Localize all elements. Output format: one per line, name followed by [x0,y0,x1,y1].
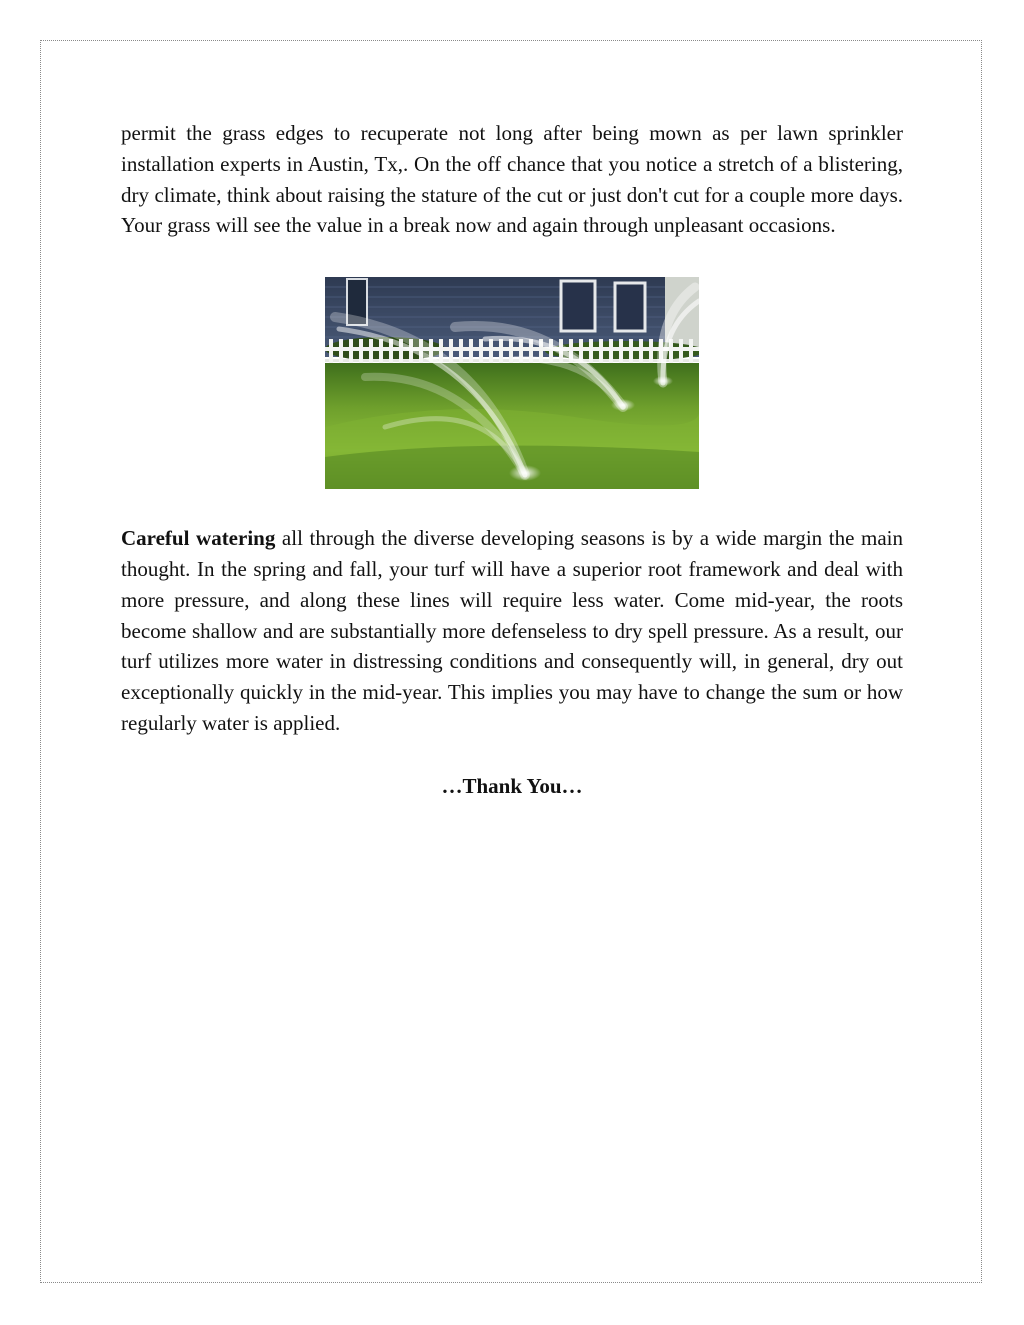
house-window-right [615,283,645,331]
house-window-center [561,281,595,331]
paragraph-2-body: all through the diverse developing seasons is by a wide margin the main thought. In the spring and fall, your turf will have a superior root framework and deal with more pressure, and along these lines will require less water. Come mid-year, the roots become shallow and are substantially more defenseless to dry spell pressure. As a result, our turf utilizes more water in distressing conditions and consequently will, in general, dry out exceptionally quickly in the mid-year. This implies you may have to change the sum or how regularly water is applied. [121,526,903,735]
paragraph-2 [121,523,903,739]
sprinkler-head-right [653,376,673,386]
lawn-sprinkler-photo [325,277,699,489]
document-content [121,118,903,801]
sprinkler-head-center [611,399,635,411]
sprinkler-illustration [325,277,699,489]
paragraph-1: permit the grass edges to recuperate not long after being mown as per lawn sprinkler installation experts in Austin, Tx,. On the off chance that you notice a stretch of a blistering, dry climate, think about raising the stature of the cut or just don't cut for a couple more days. Your grass will see the value in a break now and again through unpleasant occasions. [121,121,903,238]
sprinkler-head-left [509,465,541,481]
closing-text: …Thank You… [441,773,583,798]
paragraph-2-lead: Careful watering [121,526,276,551]
